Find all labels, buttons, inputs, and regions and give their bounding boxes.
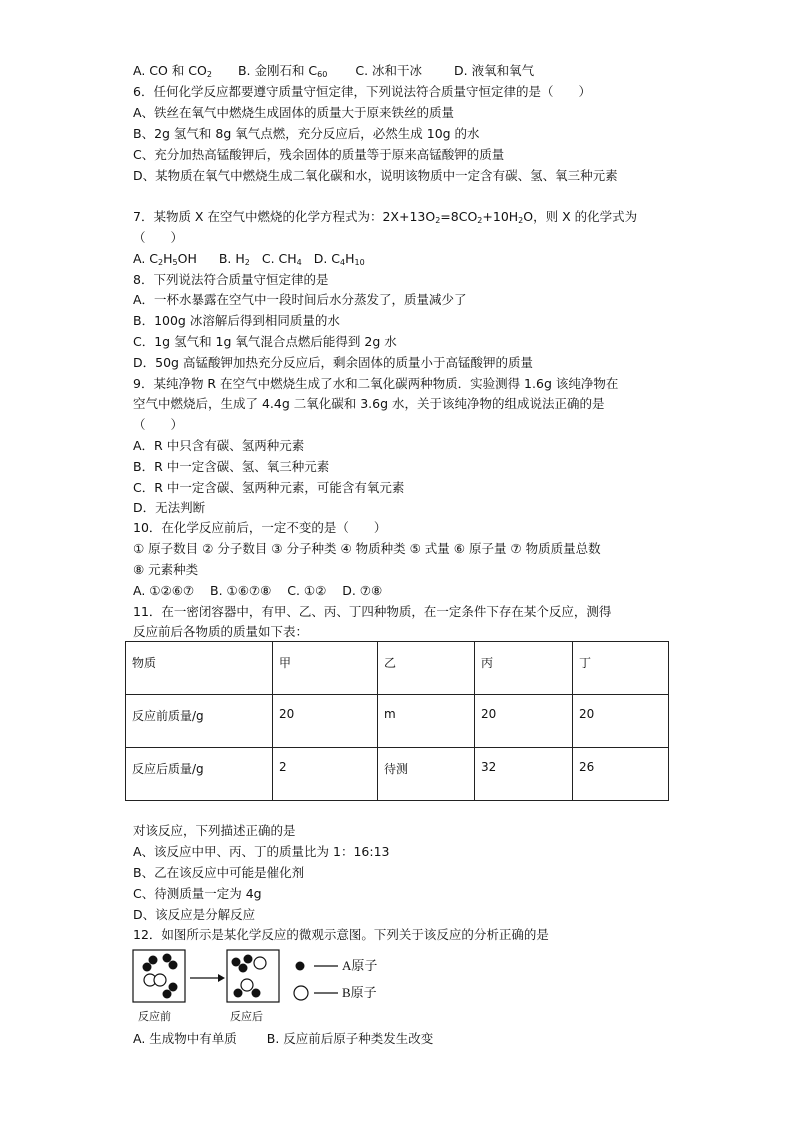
q5-option-b: B. 金刚石和 $C_{60}$ [237,63,328,79]
q9-stem-line1: 9．某纯净物 R 在空气中燃烧生成了水和二氧化碳两种物质．实验测得 1.6g 该纯净物在 [133,376,619,391]
after-label: 反应后 [230,1010,263,1023]
q9-option-b: B．R 中一定含碳、氢、氧三种元素 [133,459,330,474]
q5-option-a: A. CO 和 $CO_2$ [133,63,212,79]
q11-stem-line2: 反应前后各物质的质量如下表： [133,624,309,639]
q6-option-c: C、充分加热高锰酸钾后，残余固体的质量等于原来高锰酸钾的质量 [133,147,505,162]
a-atom [244,955,253,964]
b-atom [154,974,166,986]
table-row [126,748,669,801]
q6-option-d: D、某物质在氧气中燃烧生成二氧化碳和水，说明该物质中一定含有碳、氢、氧三种元素 [133,168,618,183]
table-header-row [126,642,669,695]
q8-stem: 8．下列说法符合质量守恒定律的是 [133,272,329,287]
q11-stem-line1: 11．在一密闭容器中，有甲、乙、丙、丁四种物质，在一定条件下存在某个反应，测得 [133,604,612,619]
q8-option-b: B．100g 冰溶解后得到相同质量的水 [133,313,340,328]
table-header-cell: 物质 [126,642,273,695]
q7-option-b: B. $H_2$ [218,251,250,267]
table-header-cell: 甲 [273,642,378,695]
q5-option-d: D. 液氧和氧气 [454,63,535,78]
legend-b-label: B原子 [342,985,377,1000]
legend-b-atom [294,986,308,1000]
q11-option-d: D、该反应是分解反应 [133,907,256,922]
table-cell: 反应前质量/g [126,695,273,748]
q9-stem-line2: 空气中燃烧后，生成了 4.4g 二氧化碳和 3.6g 水，关于该纯净物的组成说法正确的是 [133,396,605,411]
q7-option-d: D. $C_4H_{10}$ [313,251,365,267]
a-atom [232,958,241,967]
q7-option-a: A. $C_2H_5OH$ [133,251,197,267]
q9-option-c: C．R 中一定含碳、氢两种元素，可能含有氧元素 [133,480,405,495]
q8-option-c: C．1g 氢气和 1g 氧气混合点燃后能得到 2g 水 [133,334,397,349]
a-atom [163,990,172,999]
q11-option-b: B、乙在该反应中可能是催化剂 [133,865,305,880]
table-header-cell: 丁 [573,642,669,695]
q12-options [133,1031,433,1047]
q10-options: A. ①②⑥⑦ B. ①⑥⑦⑧ C. ①② D. ⑦⑧ [133,583,383,598]
a-atom [239,964,248,973]
q11-option-c: C、待测质量一定为 4g [133,886,262,901]
q11-lead: 对该反应，下列描述正确的是 [133,823,296,838]
q5-options [133,63,534,79]
q6-option-b: B、2g 氢气和 8g 氧气点燃，充分反应后，必然生成 10g 的水 [133,126,480,141]
a-atom [252,989,261,998]
table-cell: 反应后质量/g [126,748,273,801]
table-cell: 2 [273,748,378,801]
q9-option-a: A．R 中只含有碳、氢两种元素 [133,438,305,453]
reaction-diagram-svg [130,948,400,1028]
table-cell: 20 [475,695,573,748]
b-atom [254,957,266,969]
table-cell: m [378,695,475,748]
reaction-diagram [130,948,400,1028]
q7-option-c: C. $CH_4$ [261,251,302,267]
q6-stem: 6．任何化学反应都要遵守质量守恒定律，下列说法符合质量守恒定律的是（ ） [133,84,591,99]
q7-stem: 7．某物质 X 在空气中燃烧的化学方程式为：$2X+13O_2=8CO_2+10H_2O$，则 X 的化学式为 [133,209,638,225]
q10-items-line1: ① 原子数目 ② 分子数目 ③ 分子种类 ④ 物质种类 ⑤ 式量 ⑥ 原子量 ⑦ 物质质量总数 [133,541,601,556]
mass-table [125,641,669,801]
a-atom [163,954,172,963]
q10-items-line2: ⑧ 元素种类 [133,562,199,577]
arrow-head [218,974,225,982]
a-atom [149,956,158,965]
table-cell: 20 [273,695,378,748]
q8-option-a: A．一杯水暴露在空气中一段时间后水分蒸发了，质量减少了 [133,292,467,307]
a-atom [234,989,243,998]
q12-stem: 12．如图所示是某化学反应的微观示意图。下列关于该反应的分析正确的是 [133,927,549,942]
q9-option-d: D．无法判断 [133,500,206,515]
q12-option-b: B. 反应前后原子种类发生改变 [266,1031,434,1046]
table-header-cell: 乙 [378,642,475,695]
q8-option-d: D．50g 高锰酸钾加热充分反应后，剩余固体的质量小于高锰酸钾的质量 [133,355,533,370]
table-header-cell: 丙 [475,642,573,695]
q5-option-c: C. 冰和干冰 [355,63,423,78]
q9-stem-bracket: （ ） [133,417,184,432]
q7-stem-bracket: （ ） [133,230,184,245]
b-atom [241,979,253,991]
q7-options [133,251,365,267]
table-row [126,695,669,748]
table-cell: 26 [573,748,669,801]
table-cell: 待测 [378,748,475,801]
table-cell: 20 [573,695,669,748]
a-atom [169,961,178,970]
a-atom [169,983,178,992]
table-cell: 32 [475,748,573,801]
legend-a-label: A原子 [342,958,378,973]
q12-option-a: A. 生成物中有单质 [133,1031,237,1046]
q6-option-a: A、铁丝在氧气中燃烧生成固体的质量大于原来铁丝的质量 [133,105,455,120]
a-atom [143,963,152,972]
q10-stem: 10．在化学反应前后，一定不变的是（ ） [133,520,387,535]
legend-a-atom [296,962,305,971]
q11-option-a: A、该反应中甲、丙、丁的质量比为 1：16:13 [133,844,390,859]
before-label: 反应前 [138,1010,171,1023]
